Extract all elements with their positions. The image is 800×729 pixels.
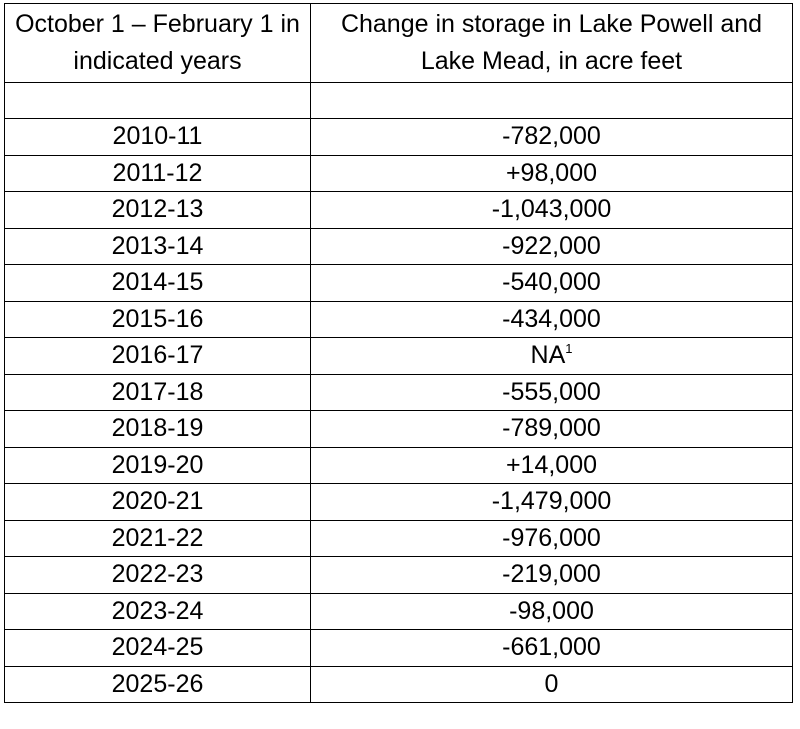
- period-cell: 2017-18: [5, 374, 311, 411]
- storage-change-value: -1,479,000: [491, 487, 612, 516]
- period-cell: 2024-25: [5, 630, 311, 667]
- period-cell: 2020-21: [5, 484, 311, 521]
- table-row: [5, 447, 793, 484]
- period-cell: 2011-12: [5, 155, 311, 192]
- storage-change-value: +14,000: [505, 450, 598, 479]
- storage-change-value: 0: [544, 669, 559, 698]
- table-body: [5, 119, 793, 703]
- storage-change-cell: [311, 557, 793, 594]
- period-cell: 2025-26: [5, 666, 311, 703]
- storage-change-cell: [311, 593, 793, 630]
- period-cell: 2010-11: [5, 119, 311, 156]
- period-cell: 2018-19: [5, 411, 311, 448]
- table-row: [5, 155, 793, 192]
- blank-row: [5, 83, 793, 119]
- storage-change-cell: [311, 265, 793, 302]
- storage-change-cell: [311, 338, 793, 375]
- table-row: [5, 265, 793, 302]
- storage-change-cell: [311, 374, 793, 411]
- storage-change-cell: [311, 630, 793, 667]
- period-cell: 2016-17: [5, 338, 311, 375]
- table-row: [5, 228, 793, 265]
- storage-change-table: [4, 3, 793, 703]
- storage-change-value: +98,000: [505, 158, 598, 187]
- storage-change-value: -540,000: [502, 268, 601, 297]
- period-cell: 2023-24: [5, 593, 311, 630]
- footnote-marker: 1: [565, 341, 573, 357]
- table-row: [5, 192, 793, 229]
- storage-change-cell: [311, 447, 793, 484]
- header-period: October 1 – February 1 in indicated years: [5, 4, 311, 83]
- storage-change-cell: [311, 192, 793, 229]
- table-row: [5, 520, 793, 557]
- storage-change-value: -782,000: [502, 122, 601, 151]
- storage-change-value: -434,000: [502, 304, 601, 333]
- storage-change-value: -789,000: [502, 414, 601, 443]
- table-row: [5, 374, 793, 411]
- storage-change-cell: [311, 228, 793, 265]
- storage-change-cell: [311, 119, 793, 156]
- storage-change-value: -219,000: [502, 560, 601, 589]
- table-row: [5, 630, 793, 667]
- period-cell: 2021-22: [5, 520, 311, 557]
- period-cell: 2014-15: [5, 265, 311, 302]
- table-row: [5, 557, 793, 594]
- header-storage-change: Change in storage in Lake Powell and Lake Mead, in acre feet: [311, 4, 793, 83]
- table-row: [5, 666, 793, 703]
- storage-change-value: -976,000: [502, 523, 601, 552]
- storage-change-value: -98,000: [509, 596, 594, 625]
- period-cell: 2012-13: [5, 192, 311, 229]
- period-cell: 2013-14: [5, 228, 311, 265]
- header-row: [5, 4, 793, 83]
- period-cell: 2019-20: [5, 447, 311, 484]
- period-cell: 2015-16: [5, 301, 311, 338]
- storage-change-cell: [311, 520, 793, 557]
- storage-change-value: -661,000: [502, 633, 601, 662]
- blank-cell: [5, 83, 311, 119]
- storage-change-cell: [311, 155, 793, 192]
- storage-change-cell: [311, 301, 793, 338]
- storage-change-cell: [311, 666, 793, 703]
- storage-change-value: -555,000: [502, 377, 601, 406]
- period-cell: 2022-23: [5, 557, 311, 594]
- storage-change-cell: [311, 484, 793, 521]
- table-row: [5, 338, 793, 375]
- storage-change-value: NA: [530, 341, 566, 370]
- table-row: [5, 119, 793, 156]
- table-row: [5, 593, 793, 630]
- storage-change-cell: [311, 411, 793, 448]
- table-row: [5, 484, 793, 521]
- storage-change-value: -1,043,000: [491, 195, 612, 224]
- table-row: [5, 301, 793, 338]
- storage-change-value: -922,000: [502, 231, 601, 260]
- blank-cell: [311, 83, 793, 119]
- table-row: [5, 411, 793, 448]
